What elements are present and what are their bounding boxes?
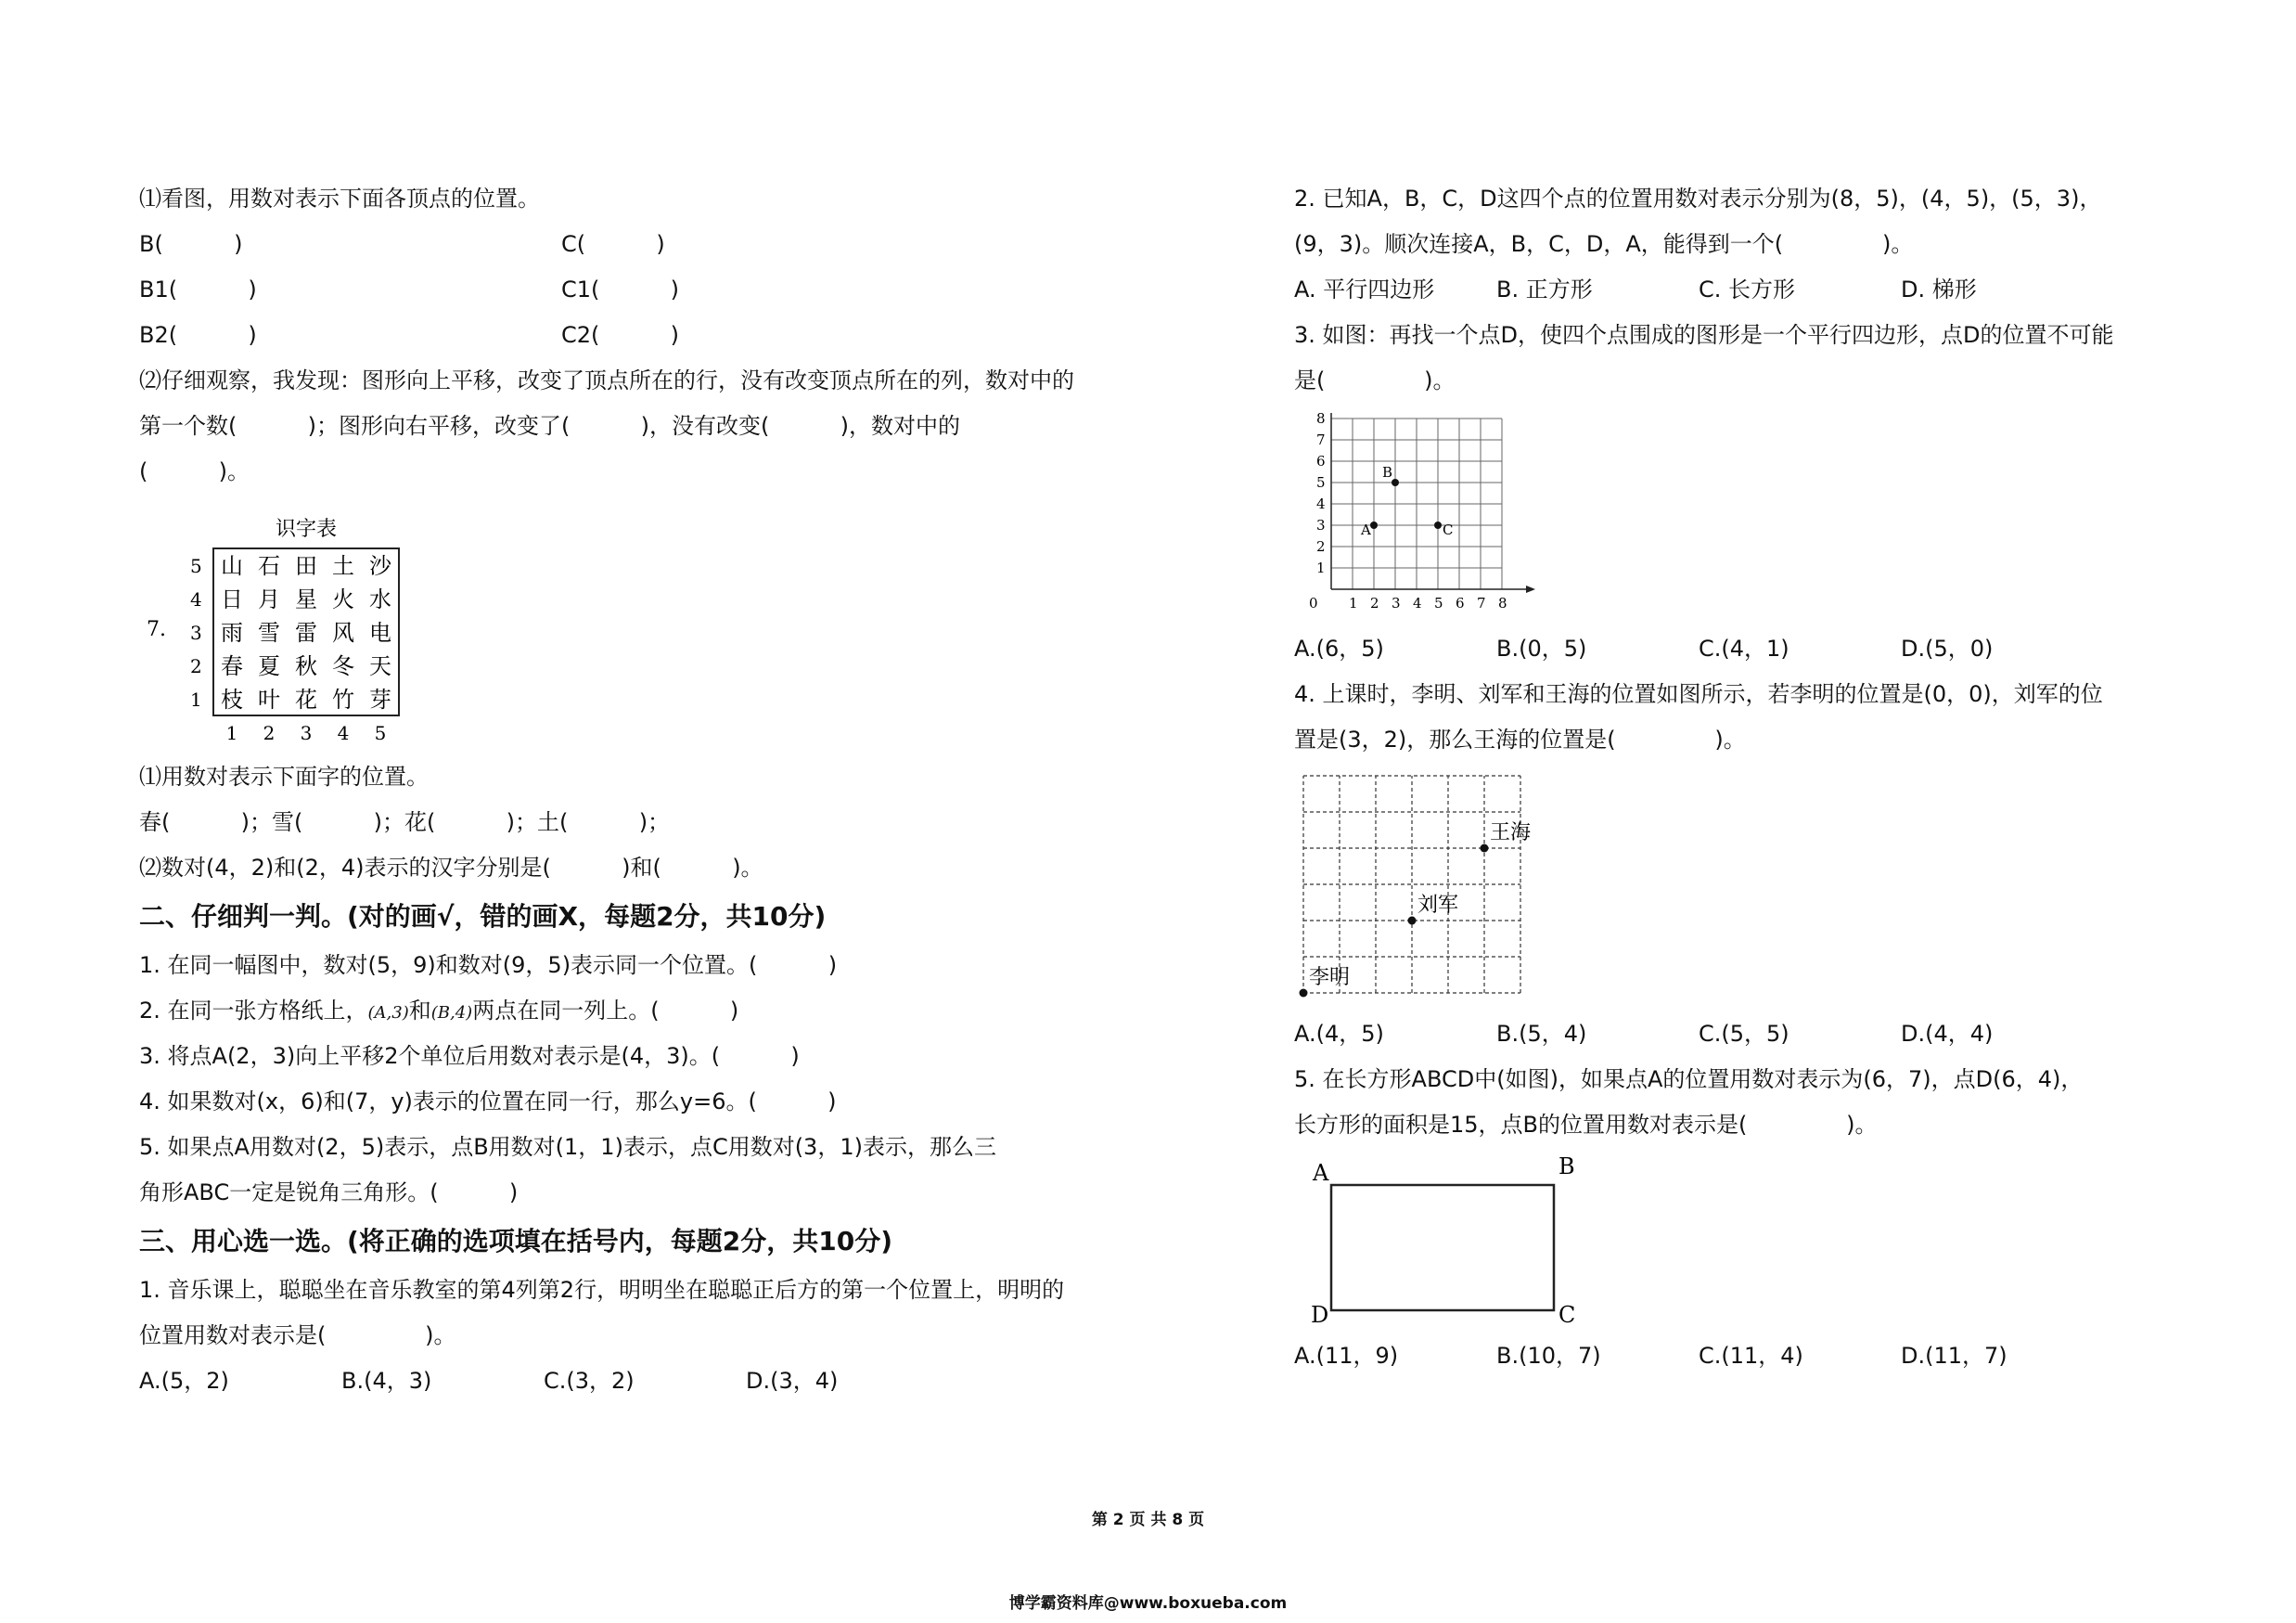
y-tick-label: 1 [1316, 560, 1326, 576]
q6-part2-line: ⑵仔细观察，我发现：图形向上平移，改变了顶点所在的行，没有改变顶点所在的列，数对中的 [139, 367, 1074, 393]
char-cell: 山 [221, 553, 243, 579]
x-tick-label: 2 [1370, 595, 1379, 612]
x-tick-label: 4 [1413, 595, 1422, 612]
row-label: 2 [190, 655, 202, 677]
char-cell: 冬 [332, 653, 354, 679]
option-a: A.(4，5) [1294, 1021, 1384, 1047]
choice1-line: 位置用数对表示是( )。 [139, 1322, 456, 1348]
section3-title: 三、用心选一选。(将正确的选项填在括号内，每题2分，共10分) [139, 1226, 893, 1256]
point-c [1434, 522, 1442, 529]
vertex-c2: C2( ) [561, 322, 680, 348]
q4-seat-svg [1294, 770, 1535, 1002]
option-b: B.(0，5) [1496, 636, 1587, 662]
row-label: 3 [190, 622, 202, 644]
col-label: 5 [374, 722, 387, 744]
vertex-row [139, 267, 1150, 313]
char-cell: 天 [369, 653, 391, 679]
row-label: 4 [190, 588, 202, 611]
x-axis-arrow-icon [1526, 586, 1535, 593]
rect-label-b: B [1558, 1157, 1575, 1179]
y-tick-label: 8 [1316, 413, 1326, 427]
x-tick-label: 5 [1434, 595, 1443, 612]
q6-part2-line: ( )。 [139, 458, 250, 484]
q4-seat-figure [1294, 770, 2185, 1006]
col-label: 3 [300, 722, 313, 744]
option-c: C. 长方形 [1699, 277, 1796, 303]
char-cell: 夏 [258, 653, 280, 679]
char-table-svg [139, 513, 473, 745]
q5-line: 长方形的面积是15，点B的位置用数对表示是( )。 [1294, 1112, 1878, 1138]
judge-q2-post: 两点在同一列上。( ) [472, 998, 739, 1024]
char-cell: 春 [221, 653, 243, 679]
point-label: B [1382, 464, 1393, 481]
y-tick-label: 6 [1316, 453, 1326, 470]
option-c: C.(5，5) [1699, 1021, 1789, 1047]
right-column [1294, 176, 2185, 1379]
char-cell: 火 [332, 586, 354, 612]
option-b: B.(5，4) [1496, 1021, 1587, 1047]
vertex-row [139, 313, 1150, 358]
q3-grid-svg [1294, 413, 1572, 617]
vertex-b: B( ) [139, 231, 243, 257]
judge-q3: 3. 将点A(2，3)向上平移2个单位后用数对表示是(4，3)。( ) [139, 1043, 800, 1069]
q4-line: 4. 上课时，李明、刘军和王海的位置如图所示，若李明的位置是(0，0)，刘军的位 [1294, 681, 2103, 707]
char-table-title: 识字表 [275, 518, 338, 541]
q5-options [1294, 1333, 2185, 1379]
rect-label-c: C [1558, 1302, 1576, 1324]
row-label: 5 [190, 555, 202, 577]
char-cell: 风 [332, 620, 354, 646]
q2-options [1294, 267, 2185, 313]
q3-options [1294, 626, 2185, 672]
judge-q5: 5. 如果点A用数对(2，5)表示，点B用数对(1，1)表示，点C用数对(3，1)表示，那么三 [139, 1134, 996, 1160]
option-d: D.(11，7) [1901, 1343, 2007, 1369]
option-a: A. 平行四边形 [1294, 277, 1435, 303]
q2-line: 2. 已知A，B，C，D这四个点的位置用数对表示分别为(8，5)，(4，5)，(5，3)， [1294, 186, 2102, 212]
char-cell: 雨 [221, 620, 243, 646]
option-a: A.(6，5) [1294, 636, 1384, 662]
option-a: A.(5，2) [139, 1368, 229, 1394]
vertex-b1: B1( ) [139, 277, 257, 303]
judge-q2 [139, 988, 1150, 1034]
option-d: D.(4，4) [1901, 1021, 1994, 1047]
q3-line: 3. 如图：再找一个点D，使四个点围成的图形是一个平行四边形，点D的位置不可能 [1294, 322, 2114, 348]
seat-dot [1300, 989, 1308, 998]
x-tick-label: 0 [1309, 595, 1318, 612]
row-label: 1 [190, 689, 202, 711]
char-cell: 石 [258, 553, 280, 579]
char-cell: 星 [295, 586, 317, 612]
rect-label-d: D [1311, 1302, 1329, 1324]
option-a: A.(11，9) [1294, 1343, 1399, 1369]
seat-name: 王海 [1490, 821, 1532, 844]
q3-grid-figure [1294, 413, 2185, 621]
char-cell: 沙 [369, 553, 391, 579]
judge-q1: 1. 在同一幅图中，数对(5，9)和数对(9，5)表示同一个位置。( ) [139, 952, 838, 978]
rectangle-abcd [1331, 1185, 1554, 1310]
q5-rect-svg [1294, 1157, 1591, 1324]
q5-line: 5. 在长方形ABCD中(如图)，如果点A的位置用数对表示为(6，7)，点D(6，4)， [1294, 1066, 2084, 1092]
y-tick-label: 2 [1316, 538, 1326, 555]
col-label: 4 [337, 722, 350, 744]
seat-dot [1408, 917, 1417, 925]
x-tick-label: 1 [1349, 595, 1358, 612]
char-cell: 芽 [369, 687, 391, 713]
judge-q5-cont: 角形ABC一定是锐角三角形。( ) [139, 1179, 519, 1205]
q7-line: ⑵数对(4，2)和(2，4)表示的汉字分别是( )和( )。 [139, 855, 763, 881]
seat-name: 李明 [1309, 966, 1351, 989]
char-cell: 电 [369, 620, 391, 646]
char-cell: 水 [369, 586, 391, 612]
q2-line: (9，3)。顺次连接A，B，C，D，A，能得到一个( )。 [1294, 231, 1914, 257]
choice1-options [139, 1359, 1150, 1404]
char-cell: 月 [258, 586, 280, 612]
x-tick-label: 3 [1392, 595, 1401, 612]
char-cell: 叶 [258, 687, 280, 713]
col-label: 2 [263, 722, 276, 744]
vertex-row [139, 222, 1150, 267]
char-cell: 雷 [295, 620, 317, 646]
page-number: 第 2 页 共 8 页 [1091, 1511, 1205, 1529]
judge-q2-mid: 和 [408, 998, 431, 1024]
q7-line: ⑴用数对表示下面字的位置。 [139, 764, 429, 790]
x-tick-label: 6 [1456, 595, 1465, 612]
point-label: C [1443, 522, 1454, 538]
section2-title: 二、仔细判一判。(对的画√，错的画X，每题2分，共10分) [139, 901, 827, 932]
q6-part2-line: 第一个数( )；图形向右平移，改变了( )，没有改变( )，数对中的 [139, 413, 961, 439]
option-c: C.(11，4) [1699, 1343, 1803, 1369]
point-a [1370, 522, 1378, 529]
char-cell: 枝 [221, 687, 243, 713]
rect-label-a: A [1313, 1160, 1329, 1186]
char-cell: 秋 [295, 653, 317, 679]
x-tick-label: 8 [1498, 595, 1507, 612]
option-d: D.(3，4) [746, 1368, 839, 1394]
seat-name: 刘军 [1417, 894, 1459, 917]
option-d: D. 梯形 [1901, 277, 1977, 303]
q6-part1: ⑴看图，用数对表示下面各顶点的位置。 [139, 186, 540, 212]
point-b [1392, 479, 1399, 486]
site-watermark: 博学霸资料库@www.boxueba.com [1008, 1594, 1288, 1613]
char-cell: 土 [332, 553, 354, 579]
vertex-c: C( ) [561, 231, 665, 257]
option-b: B.(10，7) [1496, 1343, 1601, 1369]
option-c: C.(3，2) [544, 1368, 635, 1394]
pair-a3: (A,3) [367, 1003, 409, 1023]
vertex-b2: B2( ) [139, 322, 257, 348]
choice1-line: 1. 音乐课上，聪聪坐在音乐教室的第4列第2行，明明坐在聪聪正后方的第一个位置上，明明的 [139, 1277, 1065, 1303]
left-column [139, 176, 1150, 1404]
seat-dot [1481, 844, 1489, 853]
q5-rect-figure [1294, 1157, 2185, 1328]
char-cell: 竹 [332, 687, 354, 713]
question-number: 7. [147, 618, 166, 641]
option-c: C.(4，1) [1699, 636, 1789, 662]
option-d: D.(5，0) [1901, 636, 1994, 662]
y-tick-label: 5 [1316, 474, 1326, 491]
judge-q4: 4. 如果数对(x，6)和(7，y)表示的位置在同一行，那么y=6。( ) [139, 1088, 837, 1114]
q4-line: 置是(3，2)，那么王海的位置是( )。 [1294, 727, 1746, 753]
char-cell: 雪 [258, 620, 280, 646]
char-cell: 田 [295, 553, 317, 579]
q4-options [1294, 1011, 2185, 1057]
y-tick-label: 4 [1316, 496, 1326, 512]
x-tick-label: 7 [1477, 595, 1486, 612]
y-tick-label: 3 [1316, 517, 1326, 534]
q7-line: 春( )；雪( )；花( )；土( )； [139, 809, 671, 835]
col-label: 1 [225, 722, 238, 744]
option-b: B. 正方形 [1496, 277, 1593, 303]
q3-line: 是( )。 [1294, 367, 1456, 393]
char-cell: 花 [295, 687, 317, 713]
pair-b4: (B,4) [430, 1003, 473, 1023]
option-b: B.(4，3) [341, 1368, 432, 1394]
vertex-c1: C1( ) [561, 277, 680, 303]
point-label: A [1361, 522, 1371, 538]
char-table-figure [139, 513, 1150, 749]
char-cell: 日 [221, 586, 243, 612]
judge-q2-pre: 2. 在同一张方格纸上， [139, 998, 368, 1024]
y-tick-label: 7 [1316, 432, 1326, 448]
